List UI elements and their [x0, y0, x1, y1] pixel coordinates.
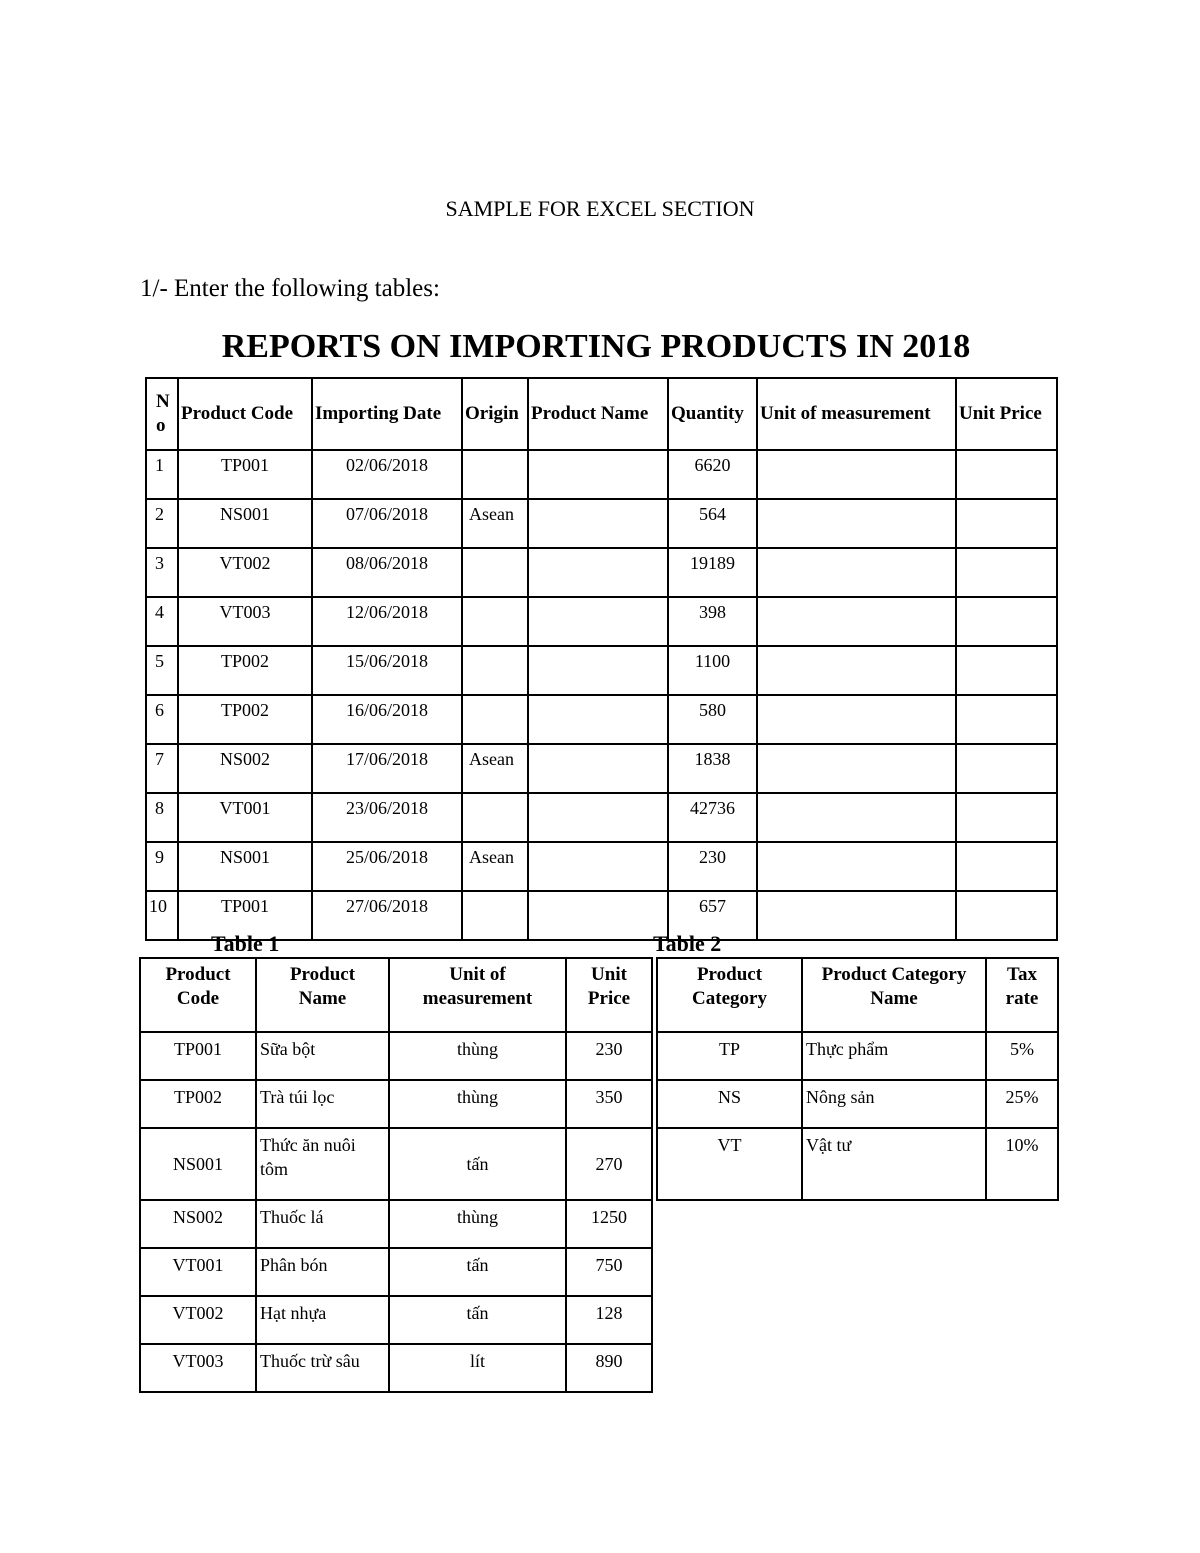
cell-product-code: NS001 — [178, 842, 312, 891]
cell-product-name — [528, 499, 668, 548]
cell-product-code: TP001 — [178, 891, 312, 940]
header-line: measurement — [422, 988, 533, 1009]
cell-importing-date: 23/06/2018 — [312, 793, 462, 842]
cell-product-name — [528, 450, 668, 499]
header-importing-date: Importing Date — [312, 378, 462, 450]
cell-unit-of-measurement — [757, 597, 956, 646]
cell-category: TP — [657, 1032, 802, 1080]
table-row — [146, 450, 1057, 499]
cell-origin — [462, 793, 528, 842]
cell-product-name — [528, 548, 668, 597]
cell-importing-date: 17/06/2018 — [312, 744, 462, 793]
cell-product-code: TP002 — [178, 695, 312, 744]
cell-quantity: 1838 — [668, 744, 757, 793]
cell-product-name — [528, 695, 668, 744]
header-line: Product Category — [821, 964, 967, 985]
cell-quantity: 564 — [668, 499, 757, 548]
cell-no: 5 — [146, 646, 178, 695]
header-line: Category — [692, 988, 767, 1009]
cell-origin — [462, 450, 528, 499]
table-row — [140, 1248, 652, 1296]
table-header-row — [146, 378, 1057, 450]
table-row — [140, 1128, 652, 1200]
cell-tax-rate: 25% — [986, 1080, 1058, 1128]
cell-product-code: NS002 — [140, 1200, 256, 1248]
cell-quantity: 1100 — [668, 646, 757, 695]
cell-origin — [462, 695, 528, 744]
header-line: Name — [870, 988, 918, 1009]
table-row — [146, 842, 1057, 891]
header-line: Unit — [591, 964, 627, 985]
table-row — [146, 548, 1057, 597]
table-row — [146, 891, 1057, 940]
header-product-code — [140, 958, 256, 1032]
cell-unit-of-measurement — [757, 842, 956, 891]
header-no-line2: o — [156, 415, 166, 436]
import-report-table — [145, 377, 1058, 941]
cell-importing-date: 08/06/2018 — [312, 548, 462, 597]
cell-origin — [462, 548, 528, 597]
cell-origin: Asean — [462, 744, 528, 793]
cell-no: 4 — [146, 597, 178, 646]
cell-origin — [462, 891, 528, 940]
cell-category-name: Nông sản — [802, 1080, 986, 1128]
cell-unit: thùng — [389, 1080, 566, 1128]
cell-unit: thùng — [389, 1032, 566, 1080]
cell-importing-date: 15/06/2018 — [312, 646, 462, 695]
header-line: Unit of — [449, 964, 506, 985]
header-line: Product — [696, 964, 763, 985]
cell-unit-of-measurement — [757, 793, 956, 842]
header-line: Tax — [1007, 964, 1037, 985]
cell-product-name — [528, 842, 668, 891]
cell-quantity: 657 — [668, 891, 757, 940]
cell-product-code: NS001 — [140, 1128, 256, 1200]
header-quantity: Quantity — [668, 378, 757, 450]
cell-unit-price: 750 — [566, 1248, 652, 1296]
cell-product-name — [256, 1128, 389, 1200]
cell-product-name — [528, 793, 668, 842]
instruction-text: 1/- Enter the following tables: — [140, 275, 440, 302]
table-header-row — [657, 958, 1058, 1032]
cell-unit: tấn — [389, 1248, 566, 1296]
header-line: Code — [176, 988, 220, 1009]
cell-line: Thức ăn nuôi — [260, 1135, 356, 1155]
header-product-name — [256, 958, 389, 1032]
cell-product-name — [528, 597, 668, 646]
cell-no: 6 — [146, 695, 178, 744]
cell-product-code: NS001 — [178, 499, 312, 548]
header-line: rate — [1005, 988, 1039, 1009]
header-product-code: Product Code — [178, 378, 312, 450]
cell-origin: Asean — [462, 499, 528, 548]
cell-origin: Asean — [462, 842, 528, 891]
cell-product-code: VT001 — [178, 793, 312, 842]
report-title: REPORTS ON IMPORTING PRODUCTS IN 2018 — [221, 328, 971, 365]
table-row — [140, 1080, 652, 1128]
cell-unit-price: 890 — [566, 1344, 652, 1392]
cell-quantity: 42736 — [668, 793, 757, 842]
header-line: Price — [587, 988, 631, 1009]
cell-product-name — [528, 744, 668, 793]
cell-line: tôm — [260, 1159, 289, 1179]
header-product-name: Product Name — [528, 378, 668, 450]
product-lookup-table — [139, 957, 653, 1393]
cell-product-code: VT002 — [178, 548, 312, 597]
table-row — [140, 1296, 652, 1344]
cell-product-name: Trà túi lọc — [256, 1080, 389, 1128]
cell-importing-date: 02/06/2018 — [312, 450, 462, 499]
header-no-line1: N — [156, 391, 170, 412]
header-unit-of-measurement — [389, 958, 566, 1032]
cell-unit-price: 230 — [566, 1032, 652, 1080]
table-row — [146, 793, 1057, 842]
cell-unit-price — [956, 646, 1057, 695]
cell-unit-of-measurement — [757, 450, 956, 499]
cell-product-code: TP002 — [140, 1080, 256, 1128]
table-row — [146, 499, 1057, 548]
cell-unit-price — [956, 548, 1057, 597]
table2-label: Table 2 — [653, 931, 722, 956]
header-origin: Origin — [462, 378, 528, 450]
cell-unit: tấn — [389, 1296, 566, 1344]
cell-category-name: Vật tư — [802, 1128, 986, 1200]
cell-quantity: 398 — [668, 597, 757, 646]
header-product-category — [657, 958, 802, 1032]
cell-no: 10 — [146, 891, 178, 940]
table-header-row — [140, 958, 652, 1032]
header-tax-rate — [986, 958, 1058, 1032]
document-title: SAMPLE FOR EXCEL SECTION — [445, 196, 755, 221]
cell-unit-price — [956, 891, 1057, 940]
cell-product-code: TP002 — [178, 646, 312, 695]
cell-unit-price — [956, 744, 1057, 793]
table-row — [146, 744, 1057, 793]
cell-category: VT — [657, 1128, 802, 1200]
cell-product-name: Thuốc trừ sâu — [256, 1344, 389, 1392]
cell-unit-price — [956, 793, 1057, 842]
cell-unit-price — [956, 695, 1057, 744]
cell-unit-of-measurement — [757, 891, 956, 940]
cell-product-name: Phân bón — [256, 1248, 389, 1296]
cell-unit-of-measurement — [757, 695, 956, 744]
category-tax-table — [656, 957, 1059, 1201]
table-row — [146, 646, 1057, 695]
cell-unit: tấn — [389, 1128, 566, 1200]
table-row — [146, 597, 1057, 646]
header-unit-price: Unit Price — [956, 378, 1057, 450]
cell-importing-date: 25/06/2018 — [312, 842, 462, 891]
table1-label: Table 1 — [211, 931, 280, 956]
cell-product-name: Hạt nhựa — [256, 1296, 389, 1344]
cell-tax-rate: 5% — [986, 1032, 1058, 1080]
cell-unit-price — [956, 499, 1057, 548]
cell-unit-price: 350 — [566, 1080, 652, 1128]
cell-unit-price: 1250 — [566, 1200, 652, 1248]
cell-product-code: VT002 — [140, 1296, 256, 1344]
cell-product-name — [528, 646, 668, 695]
header-line: Name — [298, 988, 347, 1009]
cell-product-code: VT003 — [140, 1344, 256, 1392]
cell-unit-of-measurement — [757, 548, 956, 597]
cell-importing-date: 07/06/2018 — [312, 499, 462, 548]
cell-product-code: TP001 — [178, 450, 312, 499]
cell-unit-price: 270 — [566, 1128, 652, 1200]
cell-product-name — [528, 891, 668, 940]
cell-quantity: 6620 — [668, 450, 757, 499]
cell-tax-rate: 10% — [986, 1128, 1058, 1200]
cell-unit-of-measurement — [757, 646, 956, 695]
cell-product-code: TP001 — [140, 1032, 256, 1080]
table-row — [657, 1032, 1058, 1080]
table-row — [657, 1128, 1058, 1200]
cell-no: 3 — [146, 548, 178, 597]
table-row — [657, 1080, 1058, 1128]
table-row — [140, 1344, 652, 1392]
cell-product-name: Sữa bột — [256, 1032, 389, 1080]
cell-unit-of-measurement — [757, 499, 956, 548]
cell-quantity: 580 — [668, 695, 757, 744]
cell-no: 7 — [146, 744, 178, 793]
cell-no: 1 — [146, 450, 178, 499]
cell-quantity: 19189 — [668, 548, 757, 597]
cell-product-name: Thuốc lá — [256, 1200, 389, 1248]
cell-unit: lít — [389, 1344, 566, 1392]
cell-category: NS — [657, 1080, 802, 1128]
cell-importing-date: 16/06/2018 — [312, 695, 462, 744]
header-no — [146, 378, 178, 450]
cell-importing-date: 27/06/2018 — [312, 891, 462, 940]
cell-origin — [462, 597, 528, 646]
cell-no: 2 — [146, 499, 178, 548]
cell-product-code: VT003 — [178, 597, 312, 646]
cell-importing-date: 12/06/2018 — [312, 597, 462, 646]
cell-unit: thùng — [389, 1200, 566, 1248]
cell-no: 8 — [146, 793, 178, 842]
cell-no: 9 — [146, 842, 178, 891]
cell-quantity: 230 — [668, 842, 757, 891]
cell-unit-price — [956, 597, 1057, 646]
table-row — [146, 695, 1057, 744]
table-row — [140, 1032, 652, 1080]
header-line: Product — [289, 964, 356, 985]
header-line: Product — [165, 964, 231, 985]
header-unit-of-measurement: Unit of measurement — [757, 378, 956, 450]
cell-origin — [462, 646, 528, 695]
header-unit-price — [566, 958, 652, 1032]
cell-unit-of-measurement — [757, 744, 956, 793]
cell-product-code: NS002 — [178, 744, 312, 793]
cell-unit-price: 128 — [566, 1296, 652, 1344]
header-category-name — [802, 958, 986, 1032]
cell-unit-price — [956, 842, 1057, 891]
table-row — [140, 1200, 652, 1248]
cell-unit-price — [956, 450, 1057, 499]
cell-category-name: Thực phẩm — [802, 1032, 986, 1080]
cell-product-code: VT001 — [140, 1248, 256, 1296]
